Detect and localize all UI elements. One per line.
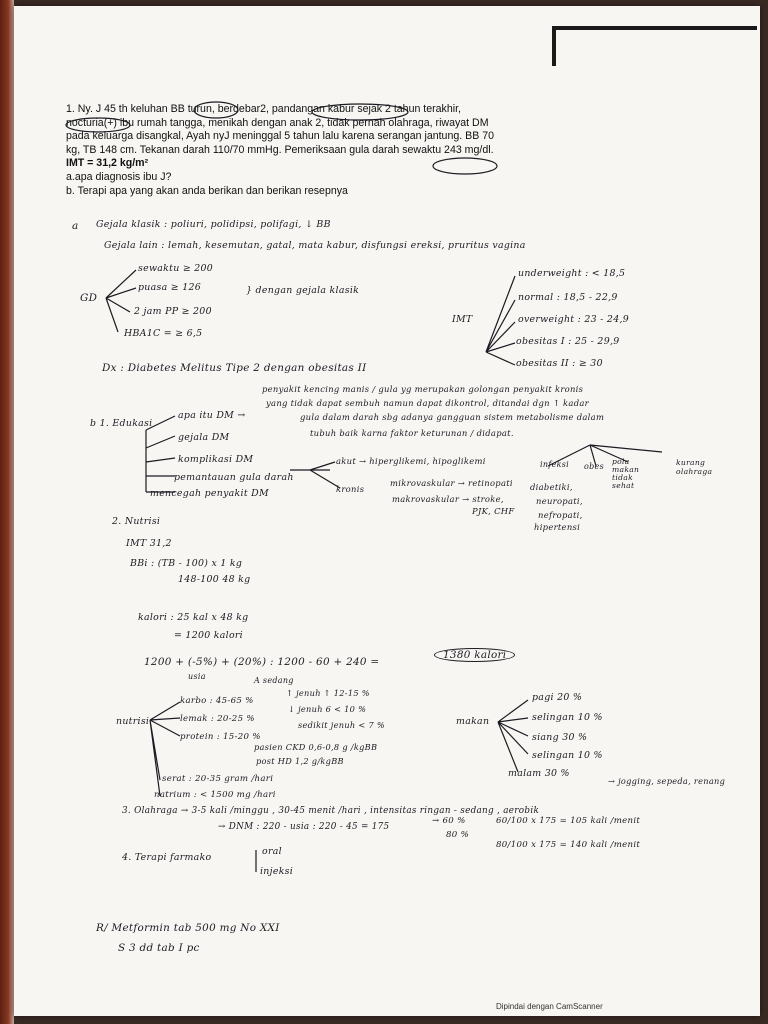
terapi-farmako: 4. Terapi farmako [122, 852, 212, 863]
nutrisi-bbi-calc: 148-100 48 kg [178, 574, 251, 585]
imt-obesitas2: obesitas II : ≥ 30 [516, 358, 603, 369]
makan-selingan-2: selingan 10 % [532, 750, 603, 761]
gejala-lain: Gejala lain : lemah, kesemutan, gatal, mata kabur, disfungsi ereksi, pruritus vagina [104, 240, 526, 251]
resep-line-1: R/ Metformin tab 500 mg No XXI [96, 922, 280, 934]
nutrisi-calc: 1200 + (-5%) + (20%) : 1200 - 60 + 240 = [144, 656, 380, 668]
problem-imt: IMT = 31,2 kg/m² [66, 157, 149, 170]
question-a: a.apa diagnosis ibu J? [66, 170, 172, 183]
komplikasi-pjk: PJK, CHF [472, 506, 515, 516]
edukasi-komplikasi: komplikasi DM [178, 454, 254, 465]
answer-a-marker: a [72, 220, 79, 232]
makan-malam: malam 30 % [508, 768, 570, 779]
nutrisi-lemak: lemak : 20-25 % [180, 714, 255, 724]
imt-normal: normal : 18,5 - 22,9 [518, 292, 618, 303]
olahraga-hr-80: 80/100 x 175 = 140 kali /menit [496, 840, 641, 850]
kronis-diabetiki: diabetiki, [530, 482, 573, 492]
nutrisi-bbi: BBi : (TB - 100) x 1 kg [130, 558, 243, 569]
definisi-line-3: gula dalam darah sbg adanya gangguan sistem metabolisme dalam [300, 412, 605, 422]
gd-puasa: puasa ≥ 126 [138, 282, 202, 293]
imt-label: IMT [452, 314, 473, 325]
protein-ckd: pasien CKD 0,6-0,8 g /kgBB [254, 742, 378, 752]
olahraga-jenis: → jogging, sepeda, renang [608, 776, 726, 786]
komplikasi-kronis: kronis [336, 484, 365, 494]
gd-sewaktu: sewaktu ≥ 200 [138, 263, 214, 274]
imt-overweight: overweight : 23 - 24,9 [518, 314, 629, 325]
diagnosis: Dx : Diabetes Melitus Tipe 2 dengan obesitas II [102, 362, 367, 374]
olahraga-dnm: → DNM : 220 - usia : 220 - 45 = 175 [218, 822, 390, 832]
nutrisi-natrium: natrium : < 1500 mg /hari [154, 790, 276, 800]
imt-underweight: underweight : < 18,5 [518, 268, 626, 279]
olahraga-pct-60: → 60 % [432, 816, 466, 826]
edukasi-gejala: gejala DM [178, 432, 230, 443]
makan-pagi: pagi 20 % [532, 692, 583, 703]
edukasi-header: b 1. Edukasi [90, 418, 153, 429]
gd-2jampp: 2 jam PP ≥ 200 [134, 306, 212, 317]
penyebab-pola-makan: pola makan tidak sehat [612, 457, 640, 490]
problem-line-1: 1. Ny. J 45 th keluhan BB turun, berdebar2, pandangan kabur sejak 2 tahun terakhir, [66, 103, 461, 115]
penyebab-infeksi: infeksi [540, 460, 570, 469]
nutrisi-total-kalori: 1380 kalori [434, 648, 515, 662]
nutrisi-kalori-total: = 1200 kalori [174, 630, 243, 641]
problem-line-4: kg, TB 148 cm. Tekanan darah 110/70 mmHg. Pemeriksaan gula darah sewaktu 243 mg/dl. [66, 143, 494, 156]
nutrisi-karbo: karbo : 45-65 % [180, 696, 254, 706]
lemak-jenuh-tinggi: ↑ jenuh ↑ 12-15 % [286, 688, 370, 698]
makan-label: makan [456, 716, 490, 727]
farmako-oral: oral [262, 846, 282, 857]
nutrisi-imt: IMT 31,2 [126, 538, 172, 549]
scanner-watermark: Dipindai dengan CamScanner [496, 1002, 603, 1011]
komplikasi-makrovaskular: makrovaskular → stroke, [392, 494, 504, 504]
komplikasi-akut: akut → hiperglikemi, hipoglikemi [336, 456, 486, 466]
olahraga: 3. Olahraga → 3-5 kali /minggu , 30-45 menit /hari , intensitas ringan - sedang , aerobik [122, 806, 540, 816]
makan-siang: siang 30 % [532, 732, 588, 743]
edukasi-mencegah: mencegah penyakit DM [150, 488, 269, 499]
kronis-neuropati: neuropati, [536, 496, 583, 506]
nutrisi-serat: serat : 20-35 gram /hari [162, 774, 274, 784]
penyebab-obes: obes [584, 462, 604, 471]
farmako-injeksi: injeksi [260, 866, 294, 877]
definisi-line-4: tubuh baik karna faktor keturunan / didapat. [310, 428, 514, 438]
nutrisi-calc-aktivitas: A sedang [254, 676, 294, 685]
nutrisi-kalori: kalori : 25 kal x 48 kg [138, 612, 249, 623]
resep-line-2: S 3 dd tab I pc [118, 942, 200, 954]
definisi-line-1: penyakit kencing manis / gula yg merupakan golongan penyakit kronis [262, 384, 584, 394]
olahraga-pct-80: 80 % [446, 830, 470, 840]
question-b: b. Terapi apa yang akan anda berikan dan berikan resepnya [66, 184, 348, 197]
makan-selingan-1: selingan 10 % [532, 712, 603, 723]
protein-post-hd: post HD 1,2 g/kgBB [256, 756, 344, 766]
problem-line-2: nocturia(+) ibu rumah tangga, menikah dengan anak 2, tidak pernah olahraga, riwayat DM [66, 116, 489, 129]
gd-label: GD [80, 292, 98, 304]
imt-obesitas1: obesitas I : 25 - 29,9 [516, 336, 620, 347]
kronis-nefropati: nefropati, [538, 510, 583, 520]
gejala-klasik: Gejala klasik : poliuri, polidipsi, polifagi, ↓ BB [96, 219, 331, 230]
gd-hba1c: HBA1C = ≥ 6,5 [124, 328, 203, 339]
penyebab-kurang-olahraga: kurang olahraga [676, 458, 713, 476]
scan-corner-mark [552, 26, 757, 44]
scan-edge [0, 0, 14, 1024]
edukasi-apa-itu-dm: apa itu DM → [178, 410, 246, 421]
olahraga-hr-60: 60/100 x 175 = 105 kali /menit [496, 816, 641, 826]
scan-corner-mark-vertical [552, 26, 556, 66]
lemak-sedikit-jenuh: sedikit jenuh < 7 % [298, 720, 385, 730]
nutrisi-header: 2. Nutrisi [112, 516, 161, 527]
komplikasi-mikrovaskular: mikrovaskular → retinopati [390, 478, 513, 488]
edukasi-pemantauan: pemantauan gula darah [174, 472, 294, 483]
nutrisi-label: nutrisi [116, 716, 150, 727]
problem-statement [66, 103, 566, 198]
gd-dengan-gejala: } dengan gejala klasik [246, 285, 360, 296]
lemak-jenuh-rendah: ↓ jenuh 6 < 10 % [288, 704, 367, 714]
nutrisi-protein: protein : 15-20 % [180, 732, 261, 742]
definisi-line-2: yang tidak dapat sembuh namun dapat dikontrol, ditandai dgn ↑ kadar [266, 398, 589, 408]
nutrisi-calc-usia: usia [188, 672, 206, 681]
kronis-hipertensi: hipertensi [534, 522, 581, 532]
problem-line-3: pada keluarga disangkal, Ayah nyJ meninggal 5 tahun lalu karena serangan jantung. BB 70 [66, 130, 494, 143]
